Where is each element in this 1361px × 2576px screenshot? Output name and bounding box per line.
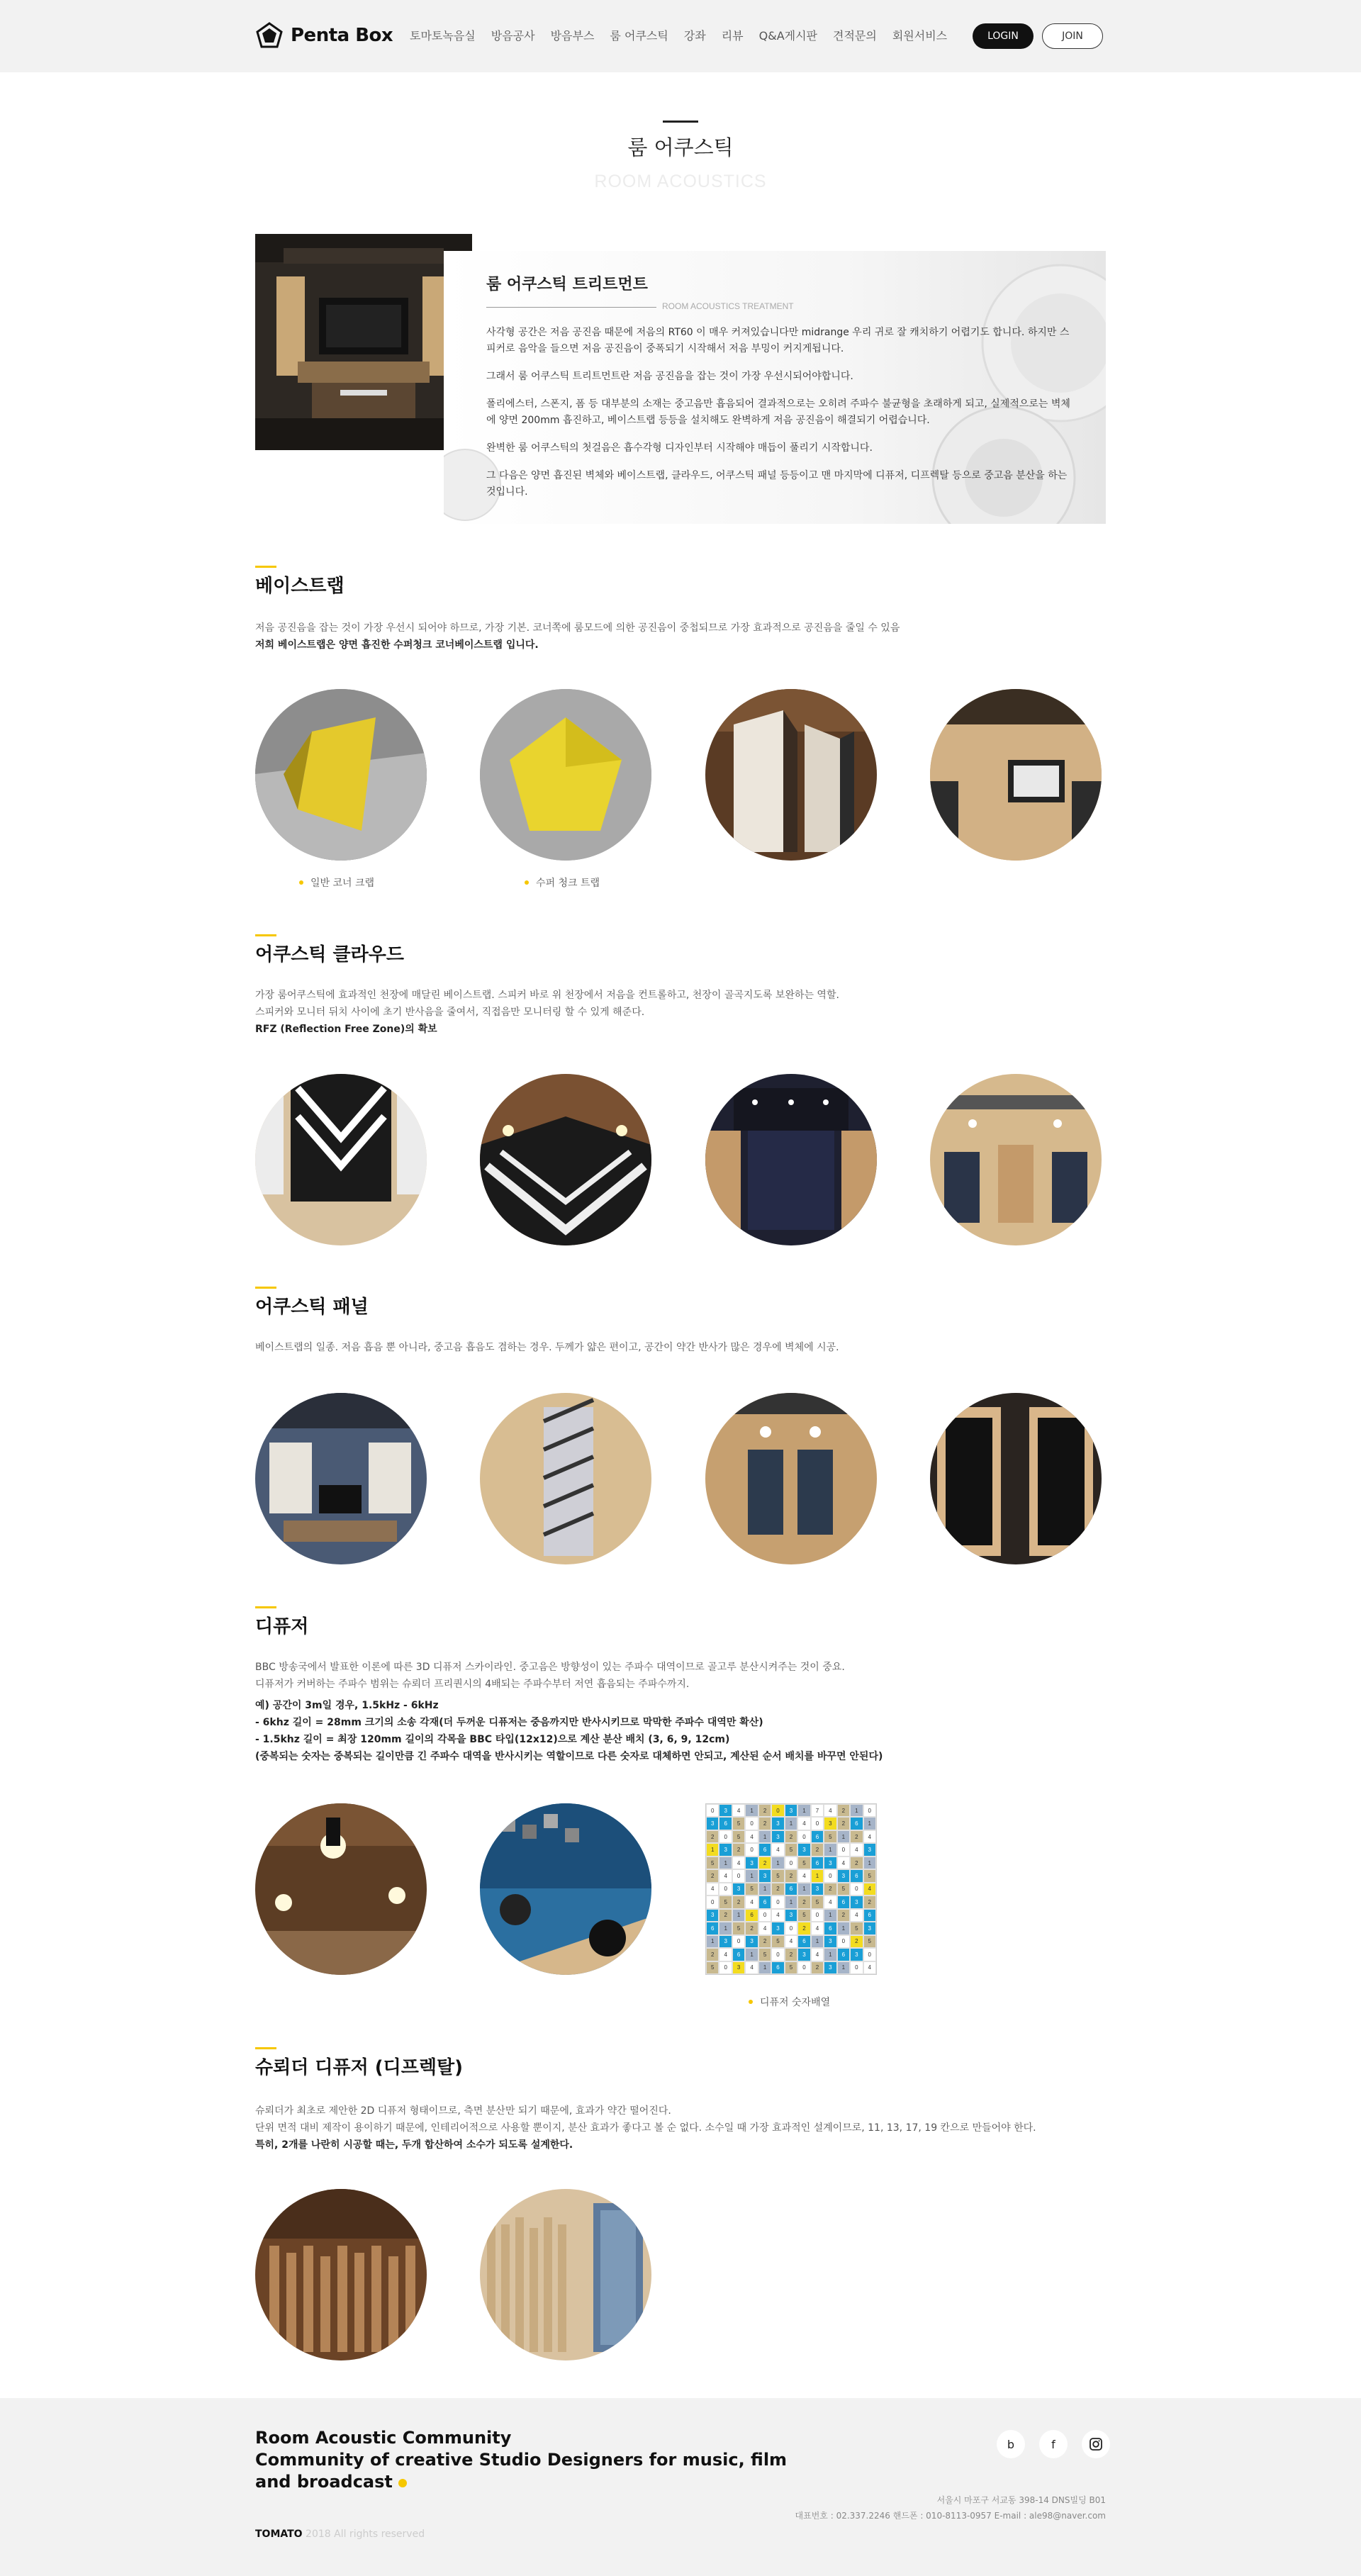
desc-line: (중복되는 숫자는 중복되는 길이만큼 긴 주파수 대역을 반사시키는 역할이므로 다른 숫자로 대체하면 안되고, 계산된 순서 배치를 바꾸면 안된다) <box>255 1751 883 1762</box>
grid-cell: 5 <box>771 1869 784 1882</box>
grid-cell: 3 <box>811 1883 824 1895</box>
grid-cell: 5 <box>771 1935 784 1948</box>
grid-cell: 6 <box>824 1922 836 1934</box>
grid-cell: 1 <box>824 1909 836 1922</box>
grid-cell: 3 <box>785 1909 797 1922</box>
desc-line: 슈뢰더가 최초로 제안한 2D 디퓨저 형태이므로, 측면 분산만 되기 때문에, 효과가 약간 떨어진다. <box>255 2105 671 2117</box>
footer-address <box>795 2492 1106 2524</box>
caption <box>299 875 374 890</box>
grid-cell: 2 <box>850 1935 863 1948</box>
bass-trap-image-2 <box>480 689 651 861</box>
grid-cell: 4 <box>837 1857 850 1869</box>
logo-text: Penta Box <box>291 25 393 46</box>
grid-cell: 4 <box>758 1922 771 1934</box>
grid-cell: 5 <box>863 1869 876 1882</box>
nav-item[interactable]: 강좌 <box>683 29 706 43</box>
grid-cell: 1 <box>811 1935 824 1948</box>
desc-line: 저음 공진음을 잡는 것이 가장 우선시 되어야 하므로, 가장 기본. 코너쪽에 룸모드에 의한 공진음이 중첩되므로 가장 효과적으로 공진음을 줄일 수 있음 <box>255 622 900 634</box>
page-title: 룸 어쿠스틱 <box>627 135 734 159</box>
grid-cell: 1 <box>863 1817 876 1830</box>
address-line: 서울시 마포구 서교동 398-14 DNS빌딩 B01 <box>936 2495 1106 2505</box>
grid-cell: 6 <box>732 1948 745 1961</box>
caption-text: 일반 코너 크랩 <box>310 878 375 889</box>
grid-cell: 5 <box>811 1895 824 1908</box>
grid-cell: 1 <box>850 1804 863 1817</box>
grid-cell: 4 <box>863 1830 876 1843</box>
contact-line: 대표번호 : 02.337.2246 핸드폰 : 010-8113-0957 E-mail : ale98@naver.com <box>795 2511 1106 2521</box>
grid-cell: 5 <box>745 1883 758 1895</box>
grid-cell: 4 <box>719 1869 732 1882</box>
grid-cell: 2 <box>863 1895 876 1908</box>
section-title-bass-trap: 베이스트랩 <box>255 576 345 597</box>
grid-cell: 4 <box>719 1948 732 1961</box>
pentagon-logo-icon <box>255 21 284 50</box>
grid-cell: 2 <box>811 1843 824 1856</box>
grid-cell: 3 <box>706 1909 719 1922</box>
grid-cell: 3 <box>824 1935 836 1948</box>
grid-cell: 0 <box>797 1961 810 1974</box>
panel-image-3 <box>705 1393 877 1564</box>
grid-cell: 6 <box>850 1869 863 1882</box>
grid-cell: 6 <box>797 1935 810 1948</box>
bullet-dot-icon <box>299 880 303 885</box>
section-desc-bass-trap <box>255 620 1106 654</box>
grid-cell: 3 <box>824 1817 836 1830</box>
grid-cell: 1 <box>811 1869 824 1882</box>
grid-cell: 2 <box>758 1817 771 1830</box>
grid-cell: 2 <box>824 1883 836 1895</box>
main-nav <box>410 27 963 43</box>
grid-cell: 3 <box>758 1869 771 1882</box>
grid-cell: 0 <box>837 1843 850 1856</box>
grid-cell: 2 <box>785 1948 797 1961</box>
facebook-icon[interactable]: f <box>1039 2430 1068 2458</box>
grid-cell: 0 <box>837 1935 850 1948</box>
grid-cell: 3 <box>706 1817 719 1830</box>
grid-cell: 6 <box>706 1922 719 1934</box>
grid-cell: 0 <box>771 1804 784 1817</box>
grid-cell: 1 <box>863 1857 876 1869</box>
grid-cell: 4 <box>863 1961 876 1974</box>
nav-item[interactable]: 방음부스 <box>550 29 595 43</box>
desc-line: 단위 면적 대비 제작이 용이하기 때문에, 인테리어적으로 사용할 뿐이지, 분산 효과가 좋다고 볼 순 없다. 소수일 때 가장 효과적인 설계이므로, 11, 13, 17, 19 칸으로 만들어야 한다. <box>255 2122 1036 2134</box>
copyright-brand: TOMATO <box>255 2529 303 2540</box>
instagram-icon[interactable] <box>1082 2430 1110 2458</box>
bass-trap-image-3 <box>705 689 877 861</box>
caption <box>749 1995 830 2009</box>
copyright-text: 2018 All rights reserved <box>306 2529 425 2540</box>
grid-cell: 2 <box>850 1830 863 1843</box>
grid-cell: 3 <box>719 1843 732 1856</box>
desc-line: 특히, 2개를 나란히 시공할 때는, 두개 합산하여 소수가 되도록 설계한다. <box>255 2139 573 2151</box>
grid-cell: 1 <box>785 1895 797 1908</box>
grid-cell: 6 <box>719 1817 732 1830</box>
grid-cell: 3 <box>745 1857 758 1869</box>
logo[interactable] <box>255 21 393 50</box>
cloud-image-1 <box>255 1074 427 1245</box>
desc-line: BBC 방송국에서 발표한 이론에 따른 3D 디퓨저 스카이라인. 중고음은 방향성이 있는 주파수 대역이므로 골고루 분산시켜주는 것이 중요. <box>255 1662 845 1673</box>
grid-cell: 5 <box>732 1817 745 1830</box>
section-accent <box>255 934 276 936</box>
title-divider <box>663 121 698 123</box>
grid-cell: 1 <box>771 1857 784 1869</box>
section-title-diffuser: 디퓨저 <box>255 1616 309 1637</box>
grid-cell: 4 <box>850 1909 863 1922</box>
desc-line: 디퓨저가 커버하는 주파수 범위는 슈뢰더 프리퀀시의 4배되는 주파수부터 저연 흡음되는 주파수까지. <box>255 1679 690 1690</box>
grid-cell: 6 <box>850 1817 863 1830</box>
grid-cell: 1 <box>797 1883 810 1895</box>
section-desc-cloud <box>255 987 1106 1038</box>
grid-cell: 3 <box>797 1948 810 1961</box>
intro-paragraph: 그래서 룸 어쿠스틱 트리트먼트란 저음 공진음을 잡는 것이 가장 우선시되어야합니다. <box>486 371 853 382</box>
footer-line: Room Acoustic Community <box>255 2428 512 2448</box>
grid-cell: 4 <box>797 1817 810 1830</box>
section-title-schroeder: 슈뢰더 디퓨저 (디프렉탈) <box>255 2057 464 2078</box>
desc-line: 가장 룸어쿠스틱에 효과적인 천장에 매달린 베이스트랩. 스피커 바로 위 천장에서 저음을 컨트롤하고, 천장이 골곡지도록 보완하는 역할. <box>255 990 839 1001</box>
grid-cell: 0 <box>824 1869 836 1882</box>
grid-cell: 3 <box>824 1857 836 1869</box>
grid-cell: 1 <box>745 1869 758 1882</box>
cloud-image-4 <box>930 1074 1102 1245</box>
grid-cell: 2 <box>758 1857 771 1869</box>
grid-cell: 3 <box>863 1922 876 1934</box>
nav-item[interactable]: 견적문의 <box>833 29 877 43</box>
grid-cell: 2 <box>745 1922 758 1934</box>
nav-item[interactable]: 리뷰 <box>721 29 744 43</box>
footer-title <box>255 2427 822 2493</box>
grid-cell: 1 <box>797 1804 810 1817</box>
cloud-image-2 <box>480 1074 651 1245</box>
grid-cell: 0 <box>771 1895 784 1908</box>
page-subtitle: ROOM ACOUSTICS <box>594 172 767 191</box>
grid-cell: 0 <box>785 1922 797 1934</box>
grid-cell: 3 <box>850 1948 863 1961</box>
nav-item[interactable]: 방음공사 <box>491 29 535 43</box>
grid-cell: 5 <box>732 1830 745 1843</box>
grid-cell: 5 <box>706 1961 719 1974</box>
grid-cell: 0 <box>811 1909 824 1922</box>
grid-cell: 1 <box>745 1804 758 1817</box>
grid-cell: 6 <box>771 1961 784 1974</box>
nav-item[interactable]: 회원서비스 <box>892 29 948 43</box>
grid-cell: 3 <box>863 1843 876 1856</box>
grid-cell: 4 <box>824 1895 836 1908</box>
grid-cell: 1 <box>837 1922 850 1934</box>
grid-cell: 1 <box>824 1843 836 1856</box>
desc-line: 스피커와 모니터 뒤치 사이에 초기 반사음을 줄여서, 직접음만 모니터링 할 수 있게 해준다. <box>255 1007 645 1018</box>
diffuser-image-2 <box>480 1803 651 1975</box>
grid-cell: 2 <box>758 1804 771 1817</box>
grid-cell: 6 <box>758 1843 771 1856</box>
grid-cell: 3 <box>719 1804 732 1817</box>
grid-cell: 4 <box>745 1961 758 1974</box>
grid-cell: 2 <box>785 1869 797 1882</box>
grid-cell: 6 <box>785 1883 797 1895</box>
grid-cell: 5 <box>797 1857 810 1869</box>
grid-cell: 2 <box>706 1830 719 1843</box>
grid-cell: 4 <box>771 1843 784 1856</box>
grid-cell: 5 <box>785 1843 797 1856</box>
grid-cell: 1 <box>758 1883 771 1895</box>
section-accent <box>255 1287 276 1289</box>
grid-cell: 4 <box>811 1948 824 1961</box>
grid-cell: 0 <box>719 1883 732 1895</box>
grid-cell: 0 <box>719 1830 732 1843</box>
grid-cell: 2 <box>785 1830 797 1843</box>
schroeder-image-2 <box>480 2189 651 2361</box>
grid-cell: 2 <box>732 1843 745 1856</box>
grid-cell: 0 <box>863 1948 876 1961</box>
grid-cell: 0 <box>732 1935 745 1948</box>
section-title-panel: 어쿠스틱 패널 <box>255 1297 369 1318</box>
grid-cell: 0 <box>797 1830 810 1843</box>
grid-cell: 4 <box>824 1804 836 1817</box>
grid-cell: 3 <box>824 1961 836 1974</box>
grid-cell: 2 <box>837 1817 850 1830</box>
grid-cell: 0 <box>706 1804 719 1817</box>
section-desc-panel <box>255 1339 1106 1356</box>
grid-cell: 0 <box>745 1817 758 1830</box>
grid-cell: 2 <box>811 1961 824 1974</box>
grid-cell: 4 <box>732 1804 745 1817</box>
panel-image-1 <box>255 1393 427 1564</box>
footer-line-text: Community of creative Studio Designers for music, film and broadcast <box>255 2450 788 2492</box>
section-accent <box>255 1606 276 1608</box>
panel-image-4 <box>930 1393 1102 1564</box>
header <box>0 0 1361 72</box>
grid-cell: 3 <box>771 1830 784 1843</box>
nav-item[interactable]: 룸 어쿠스틱 <box>610 29 668 43</box>
panel-image-2 <box>480 1393 651 1564</box>
grid-cell: 7 <box>811 1804 824 1817</box>
grid-cell: 0 <box>732 1869 745 1882</box>
grid-cell: 2 <box>706 1869 719 1882</box>
grid-cell: 2 <box>758 1935 771 1948</box>
section-desc-diffuser <box>255 1659 1106 1765</box>
intro-title: 룸 어쿠스틱 트리트먼트 <box>486 276 648 293</box>
intro-paragraph: 폴리에스터, 스폰지, 폼 등 대부분의 소재는 중고음만 흡음되어 결과적으로는 오히려 주파수 불균형을 초래하게 되고, 실제적으로는 벽체에 양면 200mm 흡진하고, 베이스트랩 등등을 설치해도 완벽하게 저음 공진음이 해결되기 어렵습니다. <box>486 398 1070 426</box>
grid-cell: 5 <box>719 1895 732 1908</box>
diffuser-image-1 <box>255 1803 427 1975</box>
bullet-dot-icon <box>525 880 529 885</box>
grid-cell: 1 <box>706 1843 719 1856</box>
blog-icon[interactable]: b <box>997 2430 1025 2458</box>
grid-cell: 5 <box>785 1961 797 1974</box>
studio-photo <box>255 234 472 450</box>
grid-cell: 3 <box>785 1804 797 1817</box>
grid-cell: 0 <box>758 1909 771 1922</box>
intro-divider <box>486 307 656 308</box>
grid-cell: 1 <box>785 1817 797 1830</box>
footer-line <box>255 2449 822 2493</box>
grid-cell: 0 <box>745 1843 758 1856</box>
intro-paragraph: 사각형 공간은 저음 공진음 때문에 저음의 RT60 이 매우 커져있습니다만 midrange 우리 귀로 잘 캐치하기 어렵기도 합니다. 하지만 스피커로 음악을 들으면 저음 공진음이 중폭되기 시작해서 저음 부밍이 커지게됩니다. <box>486 327 1070 354</box>
grid-cell: 0 <box>850 1961 863 1974</box>
grid-cell: 4 <box>745 1830 758 1843</box>
grid-cell: 1 <box>837 1830 850 1843</box>
grid-cell: 4 <box>863 1883 876 1895</box>
grid-cell: 3 <box>771 1817 784 1830</box>
grid-cell: 1 <box>719 1922 732 1934</box>
grid-cell: 3 <box>837 1869 850 1882</box>
nav-item[interactable]: Q&A게시판 <box>758 29 818 43</box>
grid-cell: 4 <box>706 1883 719 1895</box>
grid-cell: 2 <box>837 1804 850 1817</box>
grid-cell: 5 <box>863 1935 876 1948</box>
grid-cell: 6 <box>811 1857 824 1869</box>
section-title-cloud: 어쿠스틱 클라우드 <box>255 944 404 965</box>
schroeder-image-1 <box>255 2189 427 2361</box>
grid-cell: 1 <box>732 1909 745 1922</box>
grid-cell: 5 <box>706 1857 719 1869</box>
grid-cell: 3 <box>797 1843 810 1856</box>
desc-line: 베이스트랩의 일종. 저음 흡음 뿐 아니라, 중고음 흡음도 겸하는 경우. 두께가 얇은 편이고, 공간이 약간 반사가 많은 경우에 벽체에 시공. <box>255 1342 839 1353</box>
grid-cell: 5 <box>824 1830 836 1843</box>
grid-cell: 5 <box>797 1909 810 1922</box>
grid-cell: 2 <box>719 1909 732 1922</box>
grid-cell: 3 <box>745 1935 758 1948</box>
grid-cell: 4 <box>732 1857 745 1869</box>
grid-cell: 1 <box>706 1935 719 1948</box>
grid-cell: 4 <box>745 1895 758 1908</box>
grid-cell: 5 <box>732 1922 745 1934</box>
grid-cell: 0 <box>811 1817 824 1830</box>
grid-cell: 6 <box>811 1830 824 1843</box>
bass-trap-image-1 <box>255 689 427 861</box>
grid-cell: 5 <box>758 1948 771 1961</box>
grid-cell: 0 <box>771 1948 784 1961</box>
grid-cell: 3 <box>732 1961 745 1974</box>
bass-trap-image-4 <box>930 689 1102 861</box>
section-desc-schroeder <box>255 2102 1106 2154</box>
grid-cell: 3 <box>719 1935 732 1948</box>
intro-paragraph: 완벽한 룸 어쿠스틱의 첫걸음은 흡수각형 디자인부터 시작해야 매듭이 풀리기 시작합니다. <box>486 442 873 454</box>
grid-cell: 2 <box>771 1883 784 1895</box>
grid-cell: 6 <box>745 1909 758 1922</box>
grid-cell: 6 <box>837 1895 850 1908</box>
grid-cell: 6 <box>837 1948 850 1961</box>
desc-line: 저희 베이스트랩은 양면 흡진한 수퍼청크 코너베이스트랩 입니다. <box>255 639 539 651</box>
social-links <box>997 2430 1110 2458</box>
grid-cell: 0 <box>785 1857 797 1869</box>
accent-dot-icon <box>398 2479 407 2487</box>
grid-cell: 0 <box>850 1883 863 1895</box>
desc-line: - 1.5khz 길이 = 최장 120mm 길이의 각목을 BBC 타입(12x12)으로 계산 분산 배치 (3, 6, 9, 12cm) <box>255 1734 730 1745</box>
grid-cell: 6 <box>863 1909 876 1922</box>
grid-cell: 2 <box>797 1895 810 1908</box>
grid-cell: 6 <box>758 1895 771 1908</box>
grid-cell: 0 <box>719 1961 732 1974</box>
grid-cell: 4 <box>797 1869 810 1882</box>
cloud-image-3 <box>705 1074 877 1245</box>
nav-item[interactable]: 토마토녹음실 <box>410 29 476 43</box>
grid-cell: 2 <box>837 1909 850 1922</box>
grid-cell: 1 <box>758 1961 771 1974</box>
grid-cell: 2 <box>706 1948 719 1961</box>
grid-cell: 1 <box>745 1948 758 1961</box>
desc-line: 예) 공간이 3m일 경우, 1.5kHz - 6kHz <box>255 1700 439 1711</box>
grid-cell: 0 <box>863 1804 876 1817</box>
grid-cell: 3 <box>732 1883 745 1895</box>
grid-cell: 2 <box>850 1857 863 1869</box>
grid-cell: 0 <box>706 1895 719 1908</box>
grid-cell: 4 <box>850 1843 863 1856</box>
grid-cell: 1 <box>837 1961 850 1974</box>
grid-cell: 4 <box>785 1935 797 1948</box>
intro-subtitle: ROOM ACOUSTICS TREATMENT <box>662 301 794 311</box>
grid-cell: 2 <box>797 1922 810 1934</box>
desc-line: - 6khz 길이 = 28mm 크기의 소송 각재(더 두꺼운 디퓨저는 중음까지만 반사시키므로 막막한 주파수 대역만 확산) <box>255 1717 763 1728</box>
grid-cell: 1 <box>824 1948 836 1961</box>
desc-line: RFZ (Reflection Free Zone)의 확보 <box>255 1024 437 1035</box>
caption <box>525 875 600 890</box>
copyright <box>255 2529 425 2540</box>
grid-cell: 4 <box>771 1909 784 1922</box>
diffuser-number-grid <box>705 1803 877 1975</box>
intro-text <box>486 325 1075 512</box>
bullet-dot-icon <box>749 2000 753 2004</box>
login-button[interactable]: LOGIN <box>973 23 1034 49</box>
join-button[interactable]: JOIN <box>1042 23 1103 49</box>
intro-paragraph: 그 다음은 양면 흡진된 벽체와 베이스트랩, 클라우드, 어쿠스틱 패널 등등이고 맨 마지막에 디퓨저, 디프렉탈 등으로 중고음 분산을 하는 것입니다. <box>486 470 1068 498</box>
grid-cell: 2 <box>732 1895 745 1908</box>
section-accent <box>255 566 276 568</box>
grid-cell: 5 <box>850 1922 863 1934</box>
grid-cell: 4 <box>811 1922 824 1934</box>
grid-cell: 5 <box>837 1883 850 1895</box>
grid-cell: 3 <box>850 1895 863 1908</box>
grid-cell: 1 <box>719 1857 732 1869</box>
grid-cell: 1 <box>758 1830 771 1843</box>
caption-text: 수퍼 청크 트랩 <box>536 878 600 889</box>
grid-cell: 3 <box>771 1922 784 1934</box>
caption-text: 디퓨저 숫자배열 <box>760 1997 831 2008</box>
section-accent <box>255 2047 276 2049</box>
